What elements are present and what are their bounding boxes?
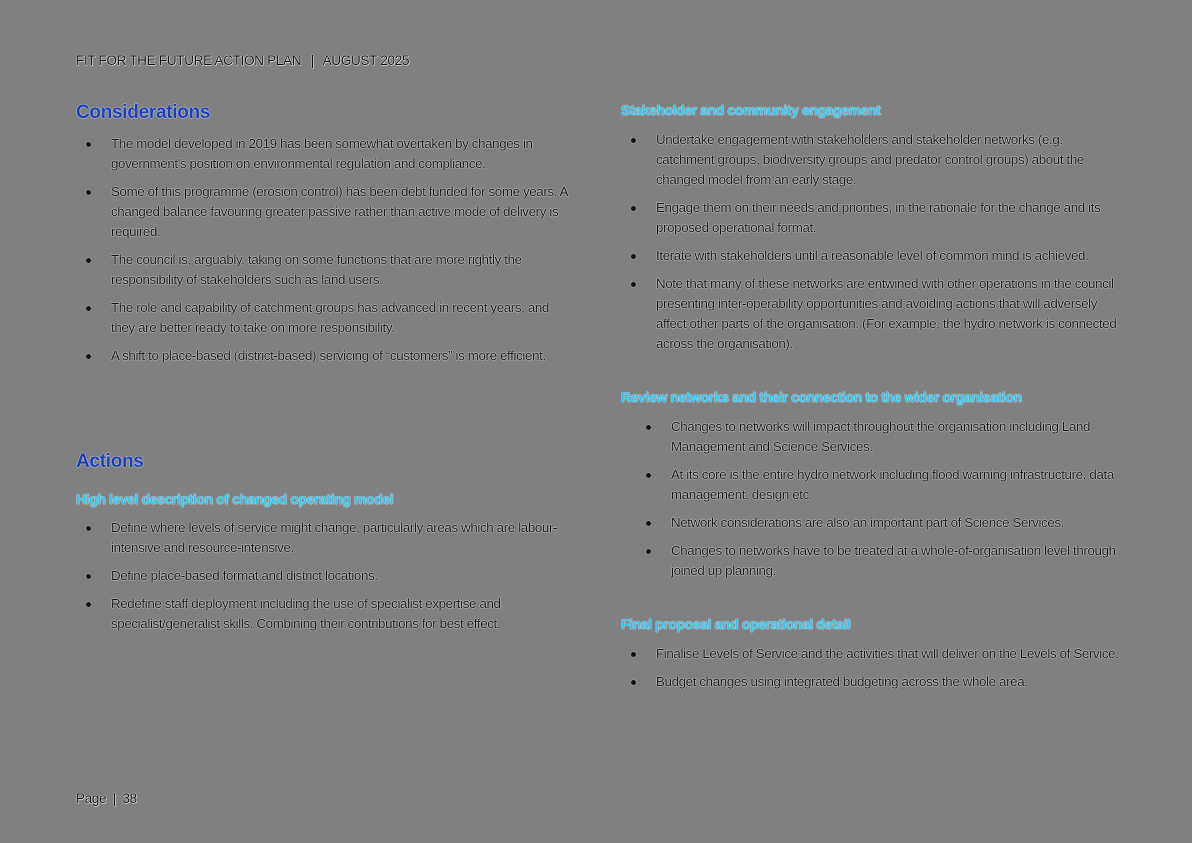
header-separator: | [310,53,314,68]
list-item: The council is, arguably, taking on some functions that are more rightly the responsibility of stakeholders such as land users. [76,250,576,290]
list-item: Changes to networks have to be treated at a whole-of-organisation level through joined up planning. [636,541,1121,581]
bullet-icon [631,254,636,259]
page-footer [76,791,137,806]
page-label: Page [76,791,107,806]
list-item: Budget changes using integrated budgeting across the whole area. [621,672,1121,692]
operating-model-subheading: High level description of changed operating model [76,491,394,507]
actions-list [76,518,576,642]
bullet-icon [86,602,91,607]
stakeholder-list [621,130,1121,362]
list-item: Finalise Levels of Service and the activities that will deliver on the Levels of Service. [621,644,1121,664]
list-item: Network considerations are also an important part of Science Services. [636,513,1121,533]
page-number: 38 [122,791,137,806]
list-item: The role and capability of catchment groups has advanced in recent years, and they are better ready to take on more responsibility. [76,298,576,338]
considerations-heading: Considerations [76,102,211,123]
list-item: Some of this programme (erosion control) has been debt funded for some years. A changed balance favouring greater passive rather than active mode of delivery is required. [76,182,576,242]
bullet-icon [631,680,636,685]
list-item: Redefine staff deployment including the use of specialist expertise and specialist/generalist skills. Combining their contributions for best effect. [76,594,576,634]
bullet-icon [86,258,91,263]
list-item: Changes to networks will impact throughout the organisation including Land Management and Science Services. [636,417,1121,457]
bullet-icon [646,549,651,554]
bullet-icon [631,652,636,657]
document-title: FIT FOR THE FUTURE ACTION PLAN [76,53,302,68]
list-item: Iterate with stakeholders until a reasonable level of common mind is achieved. [621,246,1121,266]
review-networks-list [636,417,1121,589]
list-item: The model developed in 2019 has been somewhat overtaken by changes in government's position on environmental regulation and compliance. [76,134,576,174]
bullet-icon [86,306,91,311]
footer-separator: | [112,791,117,806]
final-proposal-heading: Final proposal and operational detail [621,616,851,632]
bullet-icon [646,473,651,478]
bullet-icon [86,574,91,579]
bullet-icon [631,282,636,287]
list-item: Undertake engagement with stakeholders and stakeholder networks (e.g. catchment groups, biodiversity groups and predator control groups) about the changed model from an early stage. [621,130,1121,190]
bullet-icon [646,425,651,430]
stakeholder-heading: Stakeholder and community engagement [621,102,881,118]
bullet-icon [646,521,651,526]
list-item: Define place-based format and district locations. [76,566,576,586]
actions-heading: Actions [76,451,144,472]
bullet-icon [86,142,91,147]
review-networks-heading: Review networks and their connection to the wider organisation [621,389,1022,405]
list-item: Note that many of these networks are entwined with other operations in the council presenting inter-operability opportunities and avoiding actions that will adversely affect other parts of the organisation. (For example, the hydro network is connected across the organisation). [621,274,1121,354]
page-header [76,53,409,68]
bullet-icon [86,526,91,531]
considerations-list [76,134,576,374]
list-item: Engage them on their needs and priorities, in the rationale for the change and its proposed operational format. [621,198,1121,238]
bullet-icon [86,190,91,195]
list-item: Define where levels of service might change, particularly areas which are labour-intensive and resource-intensive. [76,518,576,558]
final-proposal-list [621,644,1121,700]
bullet-icon [631,206,636,211]
list-item: A shift to place-based (district-based) servicing of “customers” is more efficient. [76,346,576,366]
document-date: AUGUST 2025 [322,53,410,68]
bullet-icon [86,354,91,359]
bullet-icon [631,138,636,143]
list-item: At its core is the entire hydro network including flood warning infrastructure, data management, design etc. [636,465,1121,505]
